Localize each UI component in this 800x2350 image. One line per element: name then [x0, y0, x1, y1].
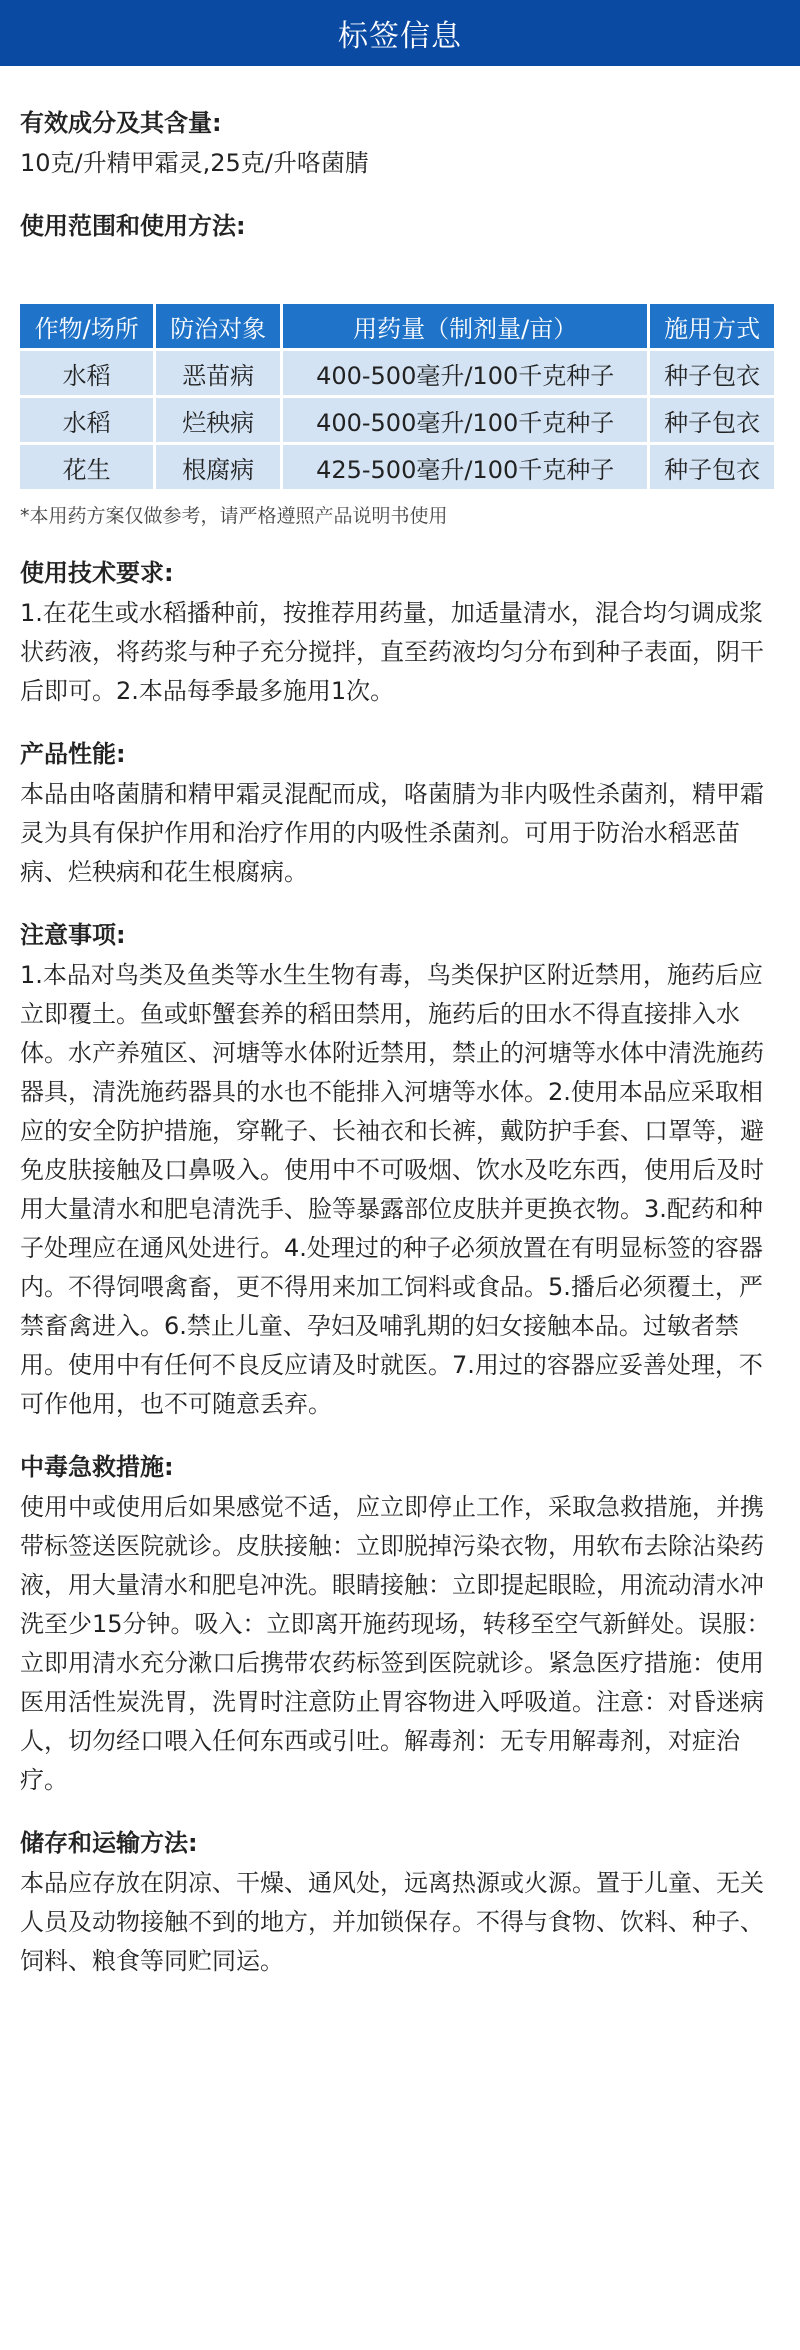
technical-text: 1.在花生或水稻播种前，按推荐用药量，加适量清水，混合均匀调成浆状药液，将药浆与种子充分搅拌，直至药液均匀分布到种子表面，阴干后即可。2.本品每季最多施用1次。 — [20, 599, 764, 705]
table-cell: 烂秧病 — [156, 398, 280, 442]
table-cell: 水稻 — [20, 398, 153, 442]
table-cell: 400-500毫升/100千克种子 — [283, 351, 647, 395]
spacer — [20, 247, 780, 301]
usage-table — [17, 301, 777, 492]
table-header-row — [20, 304, 774, 348]
performance-text: 本品由咯菌腈和精甲霜灵混配而成，咯菌腈为非内吸性杀菌剂，精甲霜灵为具有保护作用和治疗作用的内吸性杀菌剂。可用于防治水稻恶苗病、烂秧病和花生根腐病。 — [20, 780, 764, 886]
page-title: 标签信息 — [338, 19, 462, 54]
section-title: 中毒急救措施: — [20, 1453, 174, 1481]
section-title: 有效成分及其含量: — [20, 109, 222, 137]
usage-note: *本用药方案仅做参考，请严格遵照产品说明书使用 — [20, 505, 448, 527]
section-title: 使用范围和使用方法: — [20, 212, 246, 240]
column-header: 防治对象 — [156, 304, 280, 348]
section-title: 注意事项: — [20, 921, 126, 949]
ingredients-section — [20, 106, 780, 183]
storage-text: 本品应存放在阴凉、干燥、通风处，远离热源或火源。置于儿童、无关人员及动物接触不到的地方，并加锁保存。不得与食物、饮料、种子、饲料、粮食等同贮同运。 — [20, 1869, 764, 1975]
table-row — [20, 445, 774, 489]
storage-section — [20, 1826, 780, 1981]
first-aid-section — [20, 1450, 780, 1800]
performance-section — [20, 737, 780, 892]
table-cell: 恶苗病 — [156, 351, 280, 395]
table-cell: 种子包衣 — [650, 351, 774, 395]
table-cell: 花生 — [20, 445, 153, 489]
table-cell: 425-500毫升/100千克种子 — [283, 445, 647, 489]
technical-section — [20, 556, 780, 711]
table-row — [20, 351, 774, 395]
column-header: 作物/场所 — [20, 304, 153, 348]
first-aid-text: 使用中或使用后如果感觉不适，应立即停止工作，采取急救措施，并携带标签送医院就诊。皮肤接触：立即脱掉污染衣物，用软布去除沾染药液，用大量清水和肥皂冲洗。眼睛接触：立即提起眼睑，用流动清水冲洗至少15分钟。吸入：立即离开施药现场，转移至空气新鲜处。误服：立即用清水充分漱口后携带农药标签到医院就诊。紧急医疗措施：使用医用活性炭洗胃，洗胃时注意防止胃容物进入呼吸道。注意：对昏迷病人，切勿经口喂入任何东西或引吐。解毒剂：无专用解毒剂，对症治疗。 — [20, 1493, 771, 1794]
precautions-text: 1.本品对鸟类及鱼类等水生生物有毒，鸟类保护区附近禁用，施药后应立即覆土。鱼或虾蟹套养的稻田禁用，施药后的田水不得直接排入水体。水产养殖区、河塘等水体附近禁用，禁止的河塘等水体中清洗施药器具，清洗施药器具的水也不能排入河塘等水体。2.使用本品应采取相应的安全防护措施，穿靴子、长袖衣和长裤，戴防护手套、口罩等，避免皮肤接触及口鼻吸入。使用中不可吸烟、饮水及吃东西，使用后及时用大量清水和肥皂清洗手、脸等暴露部位皮肤并更换衣物。3.配药和种子处理应在通风处进行。4.处理过的种子必须放置在有明显标签的容器内。不得饲喂禽畜，更不得用来加工饲料或食品。5.播后必须覆土，严禁畜禽进入。6.禁止儿童、孕妇及哺乳期的妇女接触本品。过敏者禁用。使用中有任何不良反应请及时就医。7.用过的容器应妥善处理，不可作他用，也不可随意丢弃。 — [20, 961, 764, 1418]
usage-section — [20, 209, 780, 530]
table-row — [20, 398, 774, 442]
table-cell: 根腐病 — [156, 445, 280, 489]
table-cell: 种子包衣 — [650, 445, 774, 489]
precautions-section — [20, 918, 780, 1424]
column-header: 用药量（制剂量/亩） — [283, 304, 647, 348]
table-cell: 400-500毫升/100千克种子 — [283, 398, 647, 442]
section-title: 使用技术要求: — [20, 559, 174, 587]
label-content — [0, 66, 800, 1981]
section-title: 储存和运输方法: — [20, 1829, 198, 1857]
ingredients-text: 10克/升精甲霜灵,25克/升咯菌腈 — [20, 149, 369, 177]
section-title: 产品性能: — [20, 740, 126, 768]
column-header: 施用方式 — [650, 304, 774, 348]
table-cell: 水稻 — [20, 351, 153, 395]
header-bar — [0, 0, 800, 66]
table-cell: 种子包衣 — [650, 398, 774, 442]
